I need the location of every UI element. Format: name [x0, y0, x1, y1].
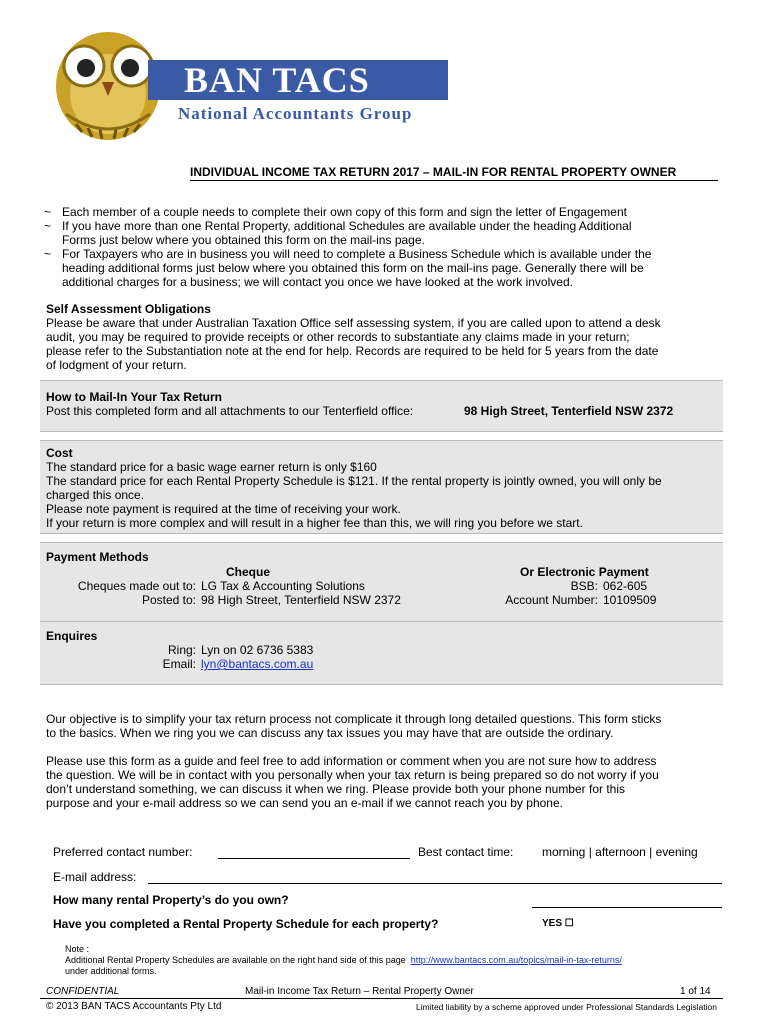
- guide-paragraph: Please use this form as a guide and feel free to add information or comment when you are not sure how to address the question. We will be in contact with you personally when your tax return is being prepared so do not worry if you don’t understand something, we can discuss it when we ring. Please provide both your phone number for this purpose and your e-mail address so we can send you an e-mail if we cannot reach you by phone.: [46, 754, 659, 810]
- page-title: INDIVIDUAL INCOME TAX RETURN 2017 – MAIL-IN FOR RENTAL PROPERTY OWNER: [190, 165, 677, 179]
- cheque-heading: Cheque: [226, 565, 271, 579]
- footer-rule: [40, 998, 723, 999]
- cheque-label: Cheques made out to:: [77, 579, 196, 593]
- list-item: ~ If you have more than one Rental Property, additional Schedules are available under the heading Additional Forms just below where you obtained this form on the mail-ins page.: [44, 219, 632, 247]
- brand-banner: [148, 60, 448, 100]
- best-time-options[interactable]: morning | afternoon | evening: [542, 845, 698, 859]
- enquiries-email-link[interactable]: lyn@bantacs.com.au: [201, 657, 314, 671]
- email-address-input[interactable]: [148, 882, 722, 884]
- title-rule: [190, 180, 718, 181]
- logo: [36, 24, 456, 144]
- contact-number-input[interactable]: [218, 857, 410, 859]
- mail-ins-link[interactable]: http://www.bantacs.com.au/topics/mail-in-tax-returns/: [410, 955, 622, 965]
- office-address: 98 High Street, Tenterfield NSW 2372: [464, 404, 674, 418]
- cost-section: Cost The standard price for a basic wage earner return is only $160 The standard price for each Rental Property Schedule is $121. If the rental property is jointly owned, you will only be charged this once. Please note payment is required at the time of receiving your work. If your return is more complex and will result in a higher fee than this, we will ring you before we start.: [46, 446, 722, 530]
- brand-subtitle: National Accountants Group: [178, 104, 413, 123]
- section-heading: Cost: [46, 446, 73, 460]
- footer-confidential: CONFIDENTIAL: [46, 986, 120, 997]
- list-item: ~ Each member of a couple needs to complete their own copy of this form and sign the letter of Engagement: [44, 205, 627, 219]
- footer-liability: Limited liability by a scheme approved under Professional Standards Legislation: [416, 1002, 717, 1012]
- list-item: ~ For Taxpayers who are in business you will need to complete a Business Schedule which is available under the heading additional forms just below where you obtained this form on the mail-ins page. Generally there will be additional charges for a business; we will contact you once we have looked at the work involved.: [44, 247, 652, 289]
- cheque-label: Posted to:: [141, 593, 196, 607]
- best-time-label: Best contact time:: [418, 845, 514, 859]
- section-heading: How to Mail-In Your Tax Return: [46, 390, 223, 404]
- section-heading: Self Assessment Obligations: [46, 302, 211, 316]
- rental-count-input[interactable]: [532, 906, 722, 908]
- ring-value: Lyn on 02 6736 5383: [201, 643, 314, 657]
- section-heading: Payment Methods: [46, 550, 149, 564]
- page-number: 1 of 14: [680, 986, 711, 997]
- cheque-address: 98 High Street, Tenterfield NSW 2372: [201, 593, 401, 607]
- note: Note : Additional Rental Property Schedules are available on the right hand side of this page http://www.bantacs.com.au/topics/mail-in-tax-returns/ under additional forms.: [65, 944, 622, 976]
- schedule-question: Have you completed a Rental Property Schedule for each property?: [53, 917, 439, 931]
- objective-paragraph: Our objective is to simplify your tax return process not complicate it through long detailed questions. This form sticks to the basics. When we ring you we can discuss any tax issues you may have that are outside the ordinary.: [46, 712, 662, 740]
- electronic-heading: Or Electronic Payment: [520, 565, 649, 579]
- footer-center: Mail-in Income Tax Return – Rental Property Owner: [245, 986, 474, 997]
- yes-checkbox[interactable]: YES ☐: [542, 918, 574, 929]
- bsb-label: BSB:: [570, 579, 598, 593]
- email-address-label: E-mail address:: [53, 870, 137, 884]
- brand-name: BAN TACS: [184, 60, 370, 100]
- mail-in-text: Post this completed form and all attachments to our Tenterfield office:: [46, 404, 414, 418]
- footer-copyright: © 2013 BAN TACS Accountants Pty Ltd: [46, 1001, 222, 1012]
- rental-count-question: How many rental Property’s do you own?: [53, 893, 289, 907]
- bsb-value: 062-605: [603, 579, 648, 593]
- cheque-payee: LG Tax & Accounting Solutions: [201, 579, 365, 593]
- account-value: 10109509: [603, 593, 657, 607]
- contact-number-label: Preferred contact number:: [53, 845, 193, 859]
- email-label: Email:: [162, 657, 196, 671]
- bullet-list: [44, 205, 724, 289]
- self-assessment-section: Self Assessment Obligations Please be aware that under Australian Taxation Office self assessing system, if you are called upon to attend a desk audit, you may be required to provide receipts or other records to substantiate any claims made in your return; please refer to the Substantiation note at the end for help. Records are required to be held for 5 years from the date of lodgment of your return.: [46, 302, 726, 372]
- ring-label: Ring:: [167, 643, 196, 657]
- account-label: Account Number:: [505, 593, 598, 607]
- section-heading: Enquires: [46, 629, 98, 643]
